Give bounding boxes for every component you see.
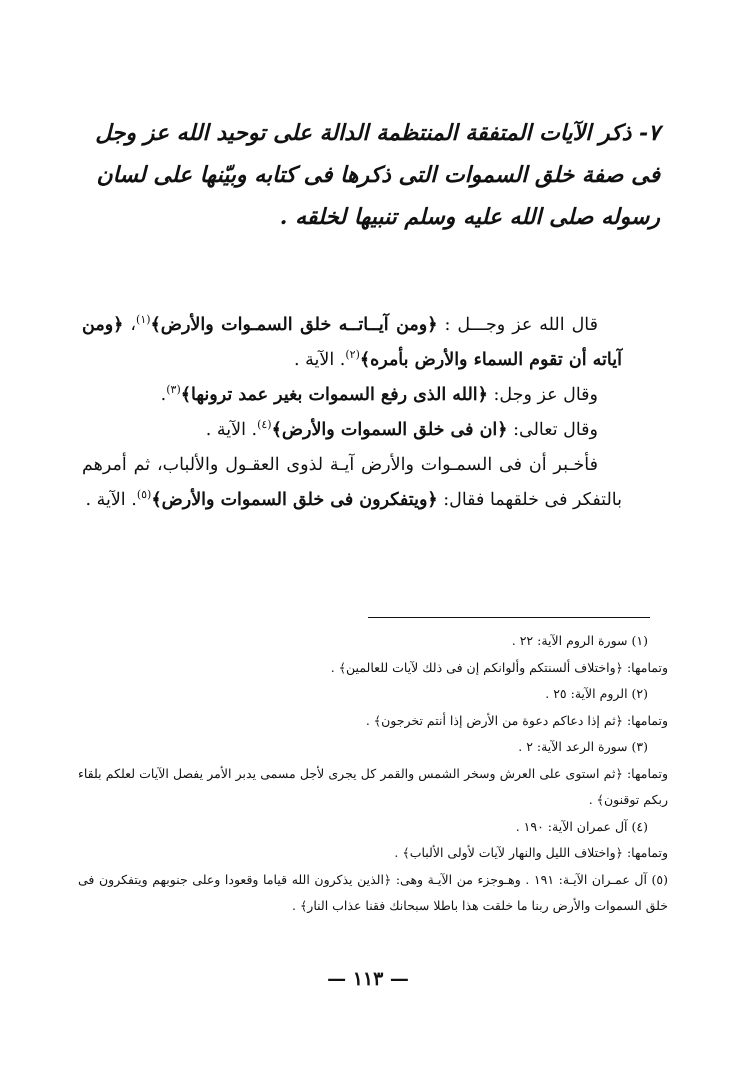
quran-quote-3: ﴿الله الذى رفع السموات بغير عمد ترونها﴾ — [180, 385, 488, 405]
heading-line-1: ٧- ذكر الآيات المتفقة المنتظمة الدالة على توحيد الله عز وجل — [95, 120, 660, 146]
p4-intro: فأخـبر أن فى السمـوات والأرض آيـة لذوى العقـول والألباب، ثم أمرهم بالتفكر فى خلقهما فقال: — [82, 455, 622, 510]
p1-tail: . الآية . — [293, 350, 346, 370]
footnote-1-completion: وتمامها: ﴿واختلاف ألسنتكم وألوانكم إن فى ذلك لآيات للعالمين﴾ . — [330, 659, 668, 675]
paragraph-3 — [82, 413, 622, 448]
p1-separator: ، — [123, 315, 137, 335]
footnote-ref-2: (٢) — [345, 348, 360, 362]
footnote-4: (٤) آل عمران الآية: ١٩٠ . — [515, 818, 648, 834]
footnote-1: (١) سورة الروم الآية: ٢٢ . — [511, 633, 648, 648]
footnote-2: (٢) الروم الآية: ٢٥ . — [545, 686, 648, 701]
paragraph-1 — [82, 308, 622, 378]
p3-tail: . الآية . — [205, 420, 258, 440]
footnote-2-completion: وتمامها: ﴿ثم إذا دعاكم دعوة من الأرض إذا أنتم تخرجون﴾ . — [365, 712, 668, 728]
footnote-ref-4: (٤) — [257, 418, 272, 432]
footnote-divider — [368, 617, 650, 618]
chapter-heading — [95, 112, 660, 238]
quran-quote-4: ﴿ان فى خلق السموات والأرض﴾ — [271, 420, 508, 440]
footnote-4-completion: وتمامها: ﴿واختلاف الليل والنهار لآيات لأولى الألباب﴾ . — [394, 845, 668, 860]
main-text — [82, 308, 622, 518]
footnote-3-completion: وتمامها: ﴿ثم استوى على العرش وسخر الشمس والقمر كل يجرى لأجل مسمى يدبر الأمر يفصل الآيات لعلكم بلقاء ربكم توقنون﴾ . — [78, 765, 668, 807]
heading-line-2: فى صفة خلق السموات التى ذكرها فى كتابه وبيّنها على لسان — [96, 162, 660, 188]
footnote-ref-3: (٣) — [166, 383, 181, 397]
p4-tail: . الآية . — [85, 490, 137, 510]
footnote-3: (٣) سورة الرعد الآية: ٢ . — [518, 739, 648, 754]
heading-line-3: رسوله صلى الله عليه وسلم تنبيها لخلقه . — [279, 204, 660, 230]
footnote-ref-1: (١) — [136, 313, 151, 327]
paragraph-2 — [82, 378, 622, 413]
p2-intro: وقال عز وجل: — [487, 385, 598, 405]
page-number: — ١١٣ — — [327, 968, 409, 990]
quran-quote-2: ﴿ومن آياته أن تقوم السماء والأرض بأمره﴾ — [82, 315, 622, 370]
quran-quote-5: ﴿ويتفكرون فى خلق السموات والأرض﴾ — [151, 490, 438, 510]
quran-quote-1: ﴿ومن آيــاتــه خلق السمـوات والأرض﴾ — [150, 315, 438, 335]
p2-tail: . — [160, 385, 167, 405]
footnote-ref-5: (٥) — [136, 488, 152, 502]
footnotes — [78, 628, 668, 920]
p1-intro: قال الله عز وجـــل : — [437, 315, 598, 335]
footnote-5: (٥) آل عمـران الآيـة: ١٩١ . وهـوجزء من الآيـة وهى: ﴿الذين يذكرون الله قياما وقعودا وعلى جنوبهم ويتفكرون فى خلق السموات والأرض ربنا ما خلقت هذا باطلا سبحانك فقنا عذاب النار﴾ . — [78, 871, 668, 913]
paragraph-4 — [82, 448, 622, 518]
p3-intro: وقال تعالى: — [507, 420, 598, 440]
